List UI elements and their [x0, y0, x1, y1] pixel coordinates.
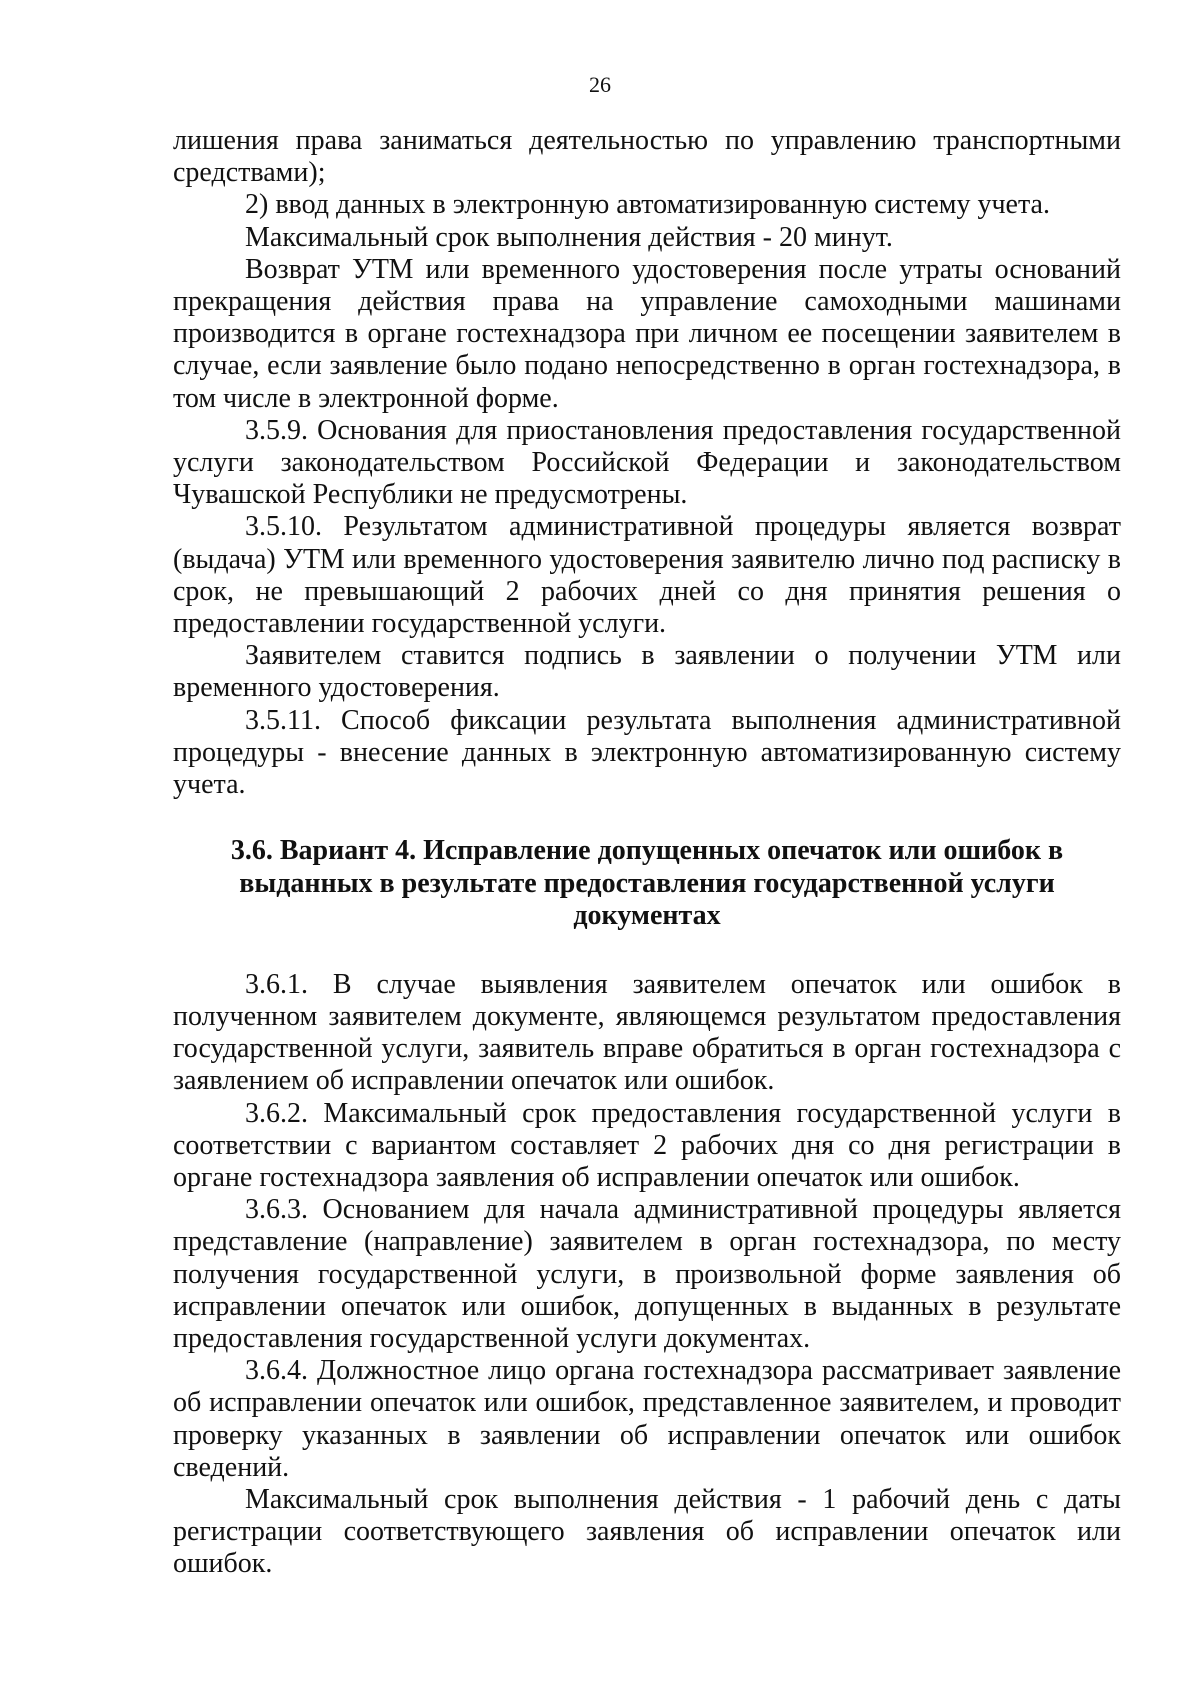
- section-heading-line: документах: [573, 900, 721, 932]
- paragraph: 3.5.11. Способ фиксации результата выполнения административной процедуры - внесение данных в электронную автоматизированную систему учета.: [173, 704, 1121, 801]
- paragraph: 3.5.10. Результатом административной процедуры является возврат (выдача) УТМ или временного удостоверения заявителю лично под расписку в срок, не превышающий 2 рабочих дней со дня принятия решения о предоставлении государственной услуги.: [173, 511, 1121, 640]
- paragraph: Заявителем ставится подпись в заявлении о получении УТМ или временного удостоверения.: [173, 640, 1121, 704]
- section-heading-line: выданных в результате предоставления государственной услуги: [239, 867, 1055, 899]
- paragraph: 3.6.1. В случае выявления заявителем опечаток или ошибок в полученном заявителем документе, являющемся результатом предоставления государственной услуги, заявитель вправе обратиться в орган гостехнадзора с заявлением об исправлении опечаток или ошибок.: [173, 968, 1121, 1097]
- paragraph: 2) ввод данных в электронную автоматизированную систему учета.: [245, 189, 1050, 221]
- paragraph: 3.5.9. Основания для приостановления предоставления государственной услуги законодательством Российской Федерации и законодательством Чувашской Республики не предусмотрены.: [173, 414, 1121, 511]
- paragraph: 3.6.2. Максимальный срок предоставления государственной услуги в соответствии с вариантом составляет 2 рабочих дня со дня регистрации в органе гостехнадзора заявления об исправлении опечаток или ошибок.: [173, 1097, 1121, 1193]
- paragraph: 3.6.4. Должностное лицо органа гостехнадзора рассматривает заявление об исправлении опечаток или ошибок, представленное заявителем, и проводит проверку указанных в заявлении об исправлении опечаток или ошибок сведений.: [173, 1355, 1121, 1483]
- paragraph: Возврат УТМ или временного удостоверения после утраты оснований прекращения действия права на управление самоходными машинами производится в органе гостехнадзора при личном ее посещении заявителем в случае, если заявление было подано непосредственно в орган гостехнадзора, в том числе в электронной форме.: [173, 253, 1121, 414]
- paragraph: Максимальный срок выполнения действия - 1 рабочий день с даты регистрации соответствующего заявления об исправлении опечаток или ошибок.: [173, 1484, 1121, 1580]
- document-body: [173, 125, 1121, 1581]
- section-heading-line: 3.6. Вариант 4. Исправление допущенных опечаток или ошибок в: [230, 835, 1064, 867]
- page-number: 26: [589, 72, 611, 97]
- paragraph: Максимальный срок выполнения действия - 20 минут.: [245, 221, 893, 253]
- paragraph: 3.6.3. Основанием для начала административной процедуры является представление (направление) заявителем в орган гостехнадзора, по месту получения государственной услуги, в произвольной форме заявления об исправлении опечаток или ошибок, допущенных в выданных в результате предоставления государственной услуги документах.: [173, 1194, 1121, 1354]
- paragraph: лишения права заниматься деятельностью по управлению транспортными средствами);: [173, 125, 1121, 189]
- section-heading: [173, 835, 1121, 933]
